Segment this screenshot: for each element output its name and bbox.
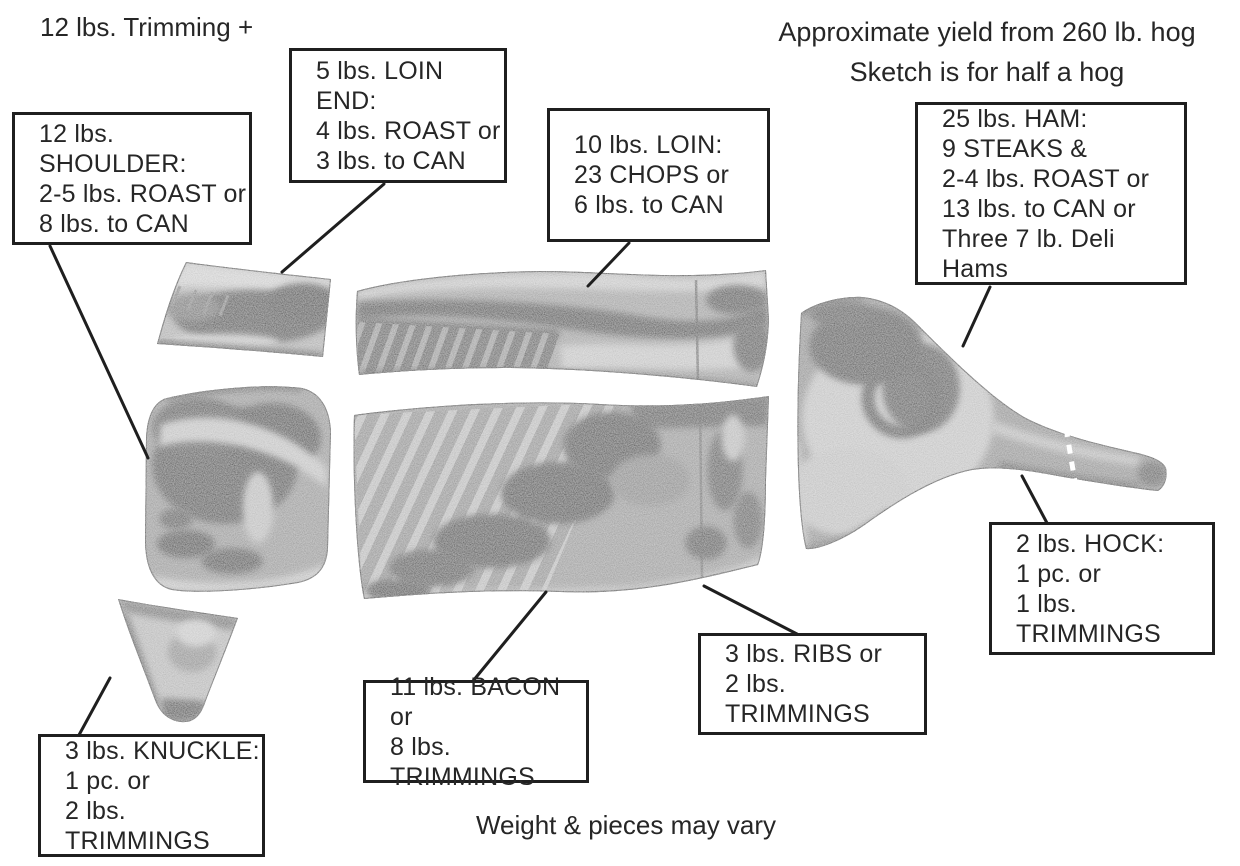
title-line-1: Approximate yield from 260 lb. hog bbox=[778, 17, 1196, 47]
label-line: 1 lbs. TRIMMINGS bbox=[1016, 589, 1161, 648]
label-line: 2 lbs. TRIMMINGS bbox=[65, 796, 210, 855]
label-box-ribs bbox=[698, 633, 927, 735]
label-line: Three 7 lb. Deli Hams bbox=[942, 224, 1115, 283]
trimming-note: 12 lbs. Trimming + bbox=[40, 12, 254, 42]
label-line: 2-5 lbs. ROAST or bbox=[39, 179, 247, 208]
leader-line-loin-end bbox=[282, 184, 384, 272]
leader-line-bacon bbox=[473, 592, 546, 681]
leader-line-ham bbox=[963, 287, 990, 346]
label-line: 8 lbs. to CAN bbox=[39, 209, 189, 238]
label-line: 11 lbs. BACON or bbox=[390, 672, 561, 731]
leader-line-hock bbox=[1022, 476, 1047, 523]
leader-line-knuckle bbox=[79, 678, 110, 735]
footer-note: Weight & pieces may vary bbox=[475, 810, 777, 840]
label-line: 9 STEAKS & bbox=[942, 134, 1088, 163]
label-line: 13 lbs. to CAN or bbox=[942, 194, 1136, 223]
label-line: 4 lbs. ROAST or bbox=[316, 116, 501, 145]
label-line: 1 pc. or bbox=[65, 766, 150, 795]
leader-line-ribs bbox=[704, 586, 797, 634]
label-line: 5 lbs. LOIN END: bbox=[316, 56, 444, 115]
label-box-bacon bbox=[363, 672, 589, 791]
label-box-ham bbox=[915, 102, 1187, 285]
label-box-loin bbox=[547, 108, 770, 242]
shoulder-cut-photo bbox=[145, 386, 331, 592]
loin-cut-photo bbox=[356, 270, 770, 387]
label-box-hock bbox=[989, 522, 1215, 655]
leader-line-shoulder bbox=[50, 246, 148, 458]
label-box-loin-end bbox=[289, 48, 507, 183]
label-line: 3 lbs. to CAN bbox=[316, 146, 466, 175]
title-line-2: Sketch is for half a hog bbox=[849, 57, 1125, 87]
label-line: 3 lbs. RIBS or bbox=[725, 640, 883, 668]
ham-cut-photo bbox=[786, 297, 1167, 549]
label-line: 8 lbs. TRIMMINGS bbox=[390, 732, 535, 791]
label-line: 2 lbs. TRIMMINGS bbox=[725, 670, 870, 728]
loin-end-cut-photo bbox=[157, 262, 338, 357]
label-line: 2-4 lbs. ROAST or bbox=[942, 164, 1150, 193]
label-line: 3 lbs. KNUCKLE: bbox=[65, 736, 260, 765]
label-line: 10 lbs. LOIN: bbox=[574, 131, 723, 159]
label-line: 25 lbs. HAM: bbox=[942, 104, 1088, 133]
label-line: 23 CHOPS or bbox=[574, 161, 730, 189]
label-line: 2 lbs. HOCK: bbox=[1016, 529, 1165, 558]
label-line: 6 lbs. to CAN bbox=[574, 191, 724, 219]
label-box-knuckle bbox=[38, 734, 265, 857]
title-block bbox=[770, 12, 1204, 92]
label-box-shoulder bbox=[12, 112, 252, 245]
knuckle-cut-photo bbox=[118, 599, 238, 722]
belly-bacon-cut-photo bbox=[353, 396, 769, 600]
label-line: 12 lbs. SHOULDER: bbox=[39, 119, 187, 178]
label-line: 1 pc. or bbox=[1016, 559, 1101, 588]
